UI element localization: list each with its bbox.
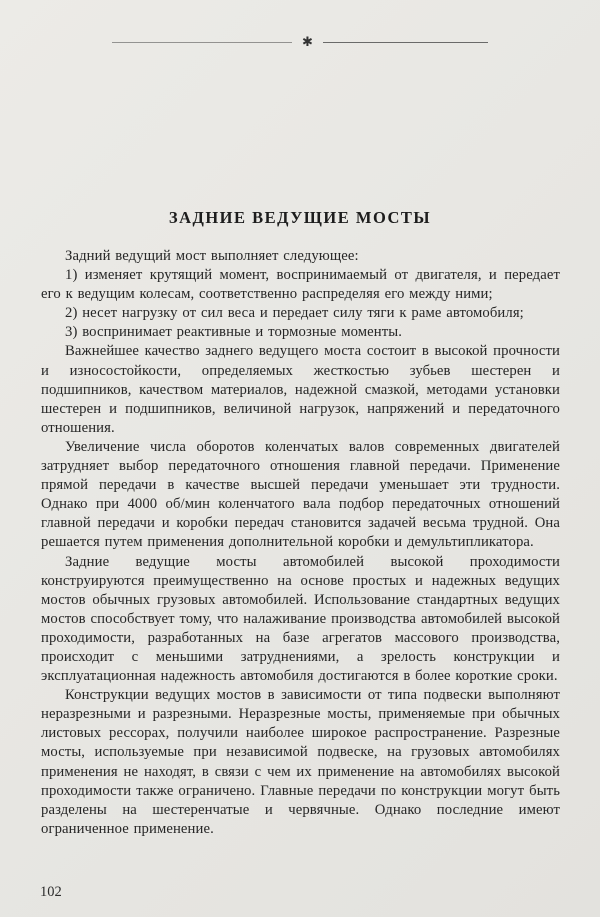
paragraph: Важнейшее качество заднего ведущего моста состоит в высокой прочности и износостойкости, определяемых жесткостью зубьев шестерен и подшипников, качеством материалов, надежной смазкой, методами установки шестерен и подшипников, величиной нагрузок, напряжений и передаточного отношения. xyxy=(41,343,560,436)
paragraph: 3) воспринимает реактивные и тормозные моменты. xyxy=(65,324,402,341)
header-ornament xyxy=(0,36,600,49)
ornament-rule-left-icon xyxy=(112,42,292,43)
paragraph: 1) изменяет крутящий момент, воспринимаемый от двигателя, и передает его к ведущим колесам, соответственно распределяя его между ними; xyxy=(41,267,560,303)
page-title: ЗАДНИЕ ВЕДУЩИЕ МОСТЫ xyxy=(168,208,432,227)
paragraph: Увеличение числа оборотов коленчатых валов современных двигателей затрудняет выбор передаточного отношения главной передачи. Применение прямой передачи в качестве высшей передачи уменьшает эти трудности. Однако при 4000 об/мин коленчатого вала подбор передаточных отношений главной передачи и коробки передач становится задачей весьма трудной. Она решается путем применения дополнительной коробки и демультипликатора. xyxy=(41,438,560,551)
body-text xyxy=(41,247,560,839)
ornament-rule-right-icon xyxy=(323,42,488,43)
paragraph: Задние ведущие мосты автомобилей высокой проходимости конструируются преимущественно на основе простых и надежных ведущих мостов обычных грузовых автомобилей. Использование стандартных ведущих мостов способствует тому, что налаживание производства автомобилей высокой проходимости, разработанных на базе агрегатов массового производства, происходит с меньшими затруднениями, а зрелость конструкции и эксплуатационная надежность автомобиля достигаются в более короткие сроки. xyxy=(41,553,560,685)
paragraph: Задний ведущий мост выполняет следующее: xyxy=(65,248,359,264)
page-number: 102 xyxy=(40,884,62,900)
asterisk-ornament-icon: ✱ xyxy=(302,34,313,49)
paragraph: 2) несет нагрузку от сил веса и передает силу тяги к раме автомобиля; xyxy=(65,305,524,322)
paragraph: Конструкции ведущих мостов в зависимости от типа подвески выполняют неразрезными и разрезными. Неразрезные мосты, применяемые при обычных листовых рессорах, получили наиболее широкое распространение. Разрезные мосты, используемые при независимой подвеске, на грузовых автомобилях применения не находят, в связи с чем их применение на автомобилях высокой проходимости также ограничено. Главные передачи по конструкции могут быть разделены на шестеренчатые и червячные. Однако последние имеют ограниченное применение. xyxy=(41,687,560,837)
